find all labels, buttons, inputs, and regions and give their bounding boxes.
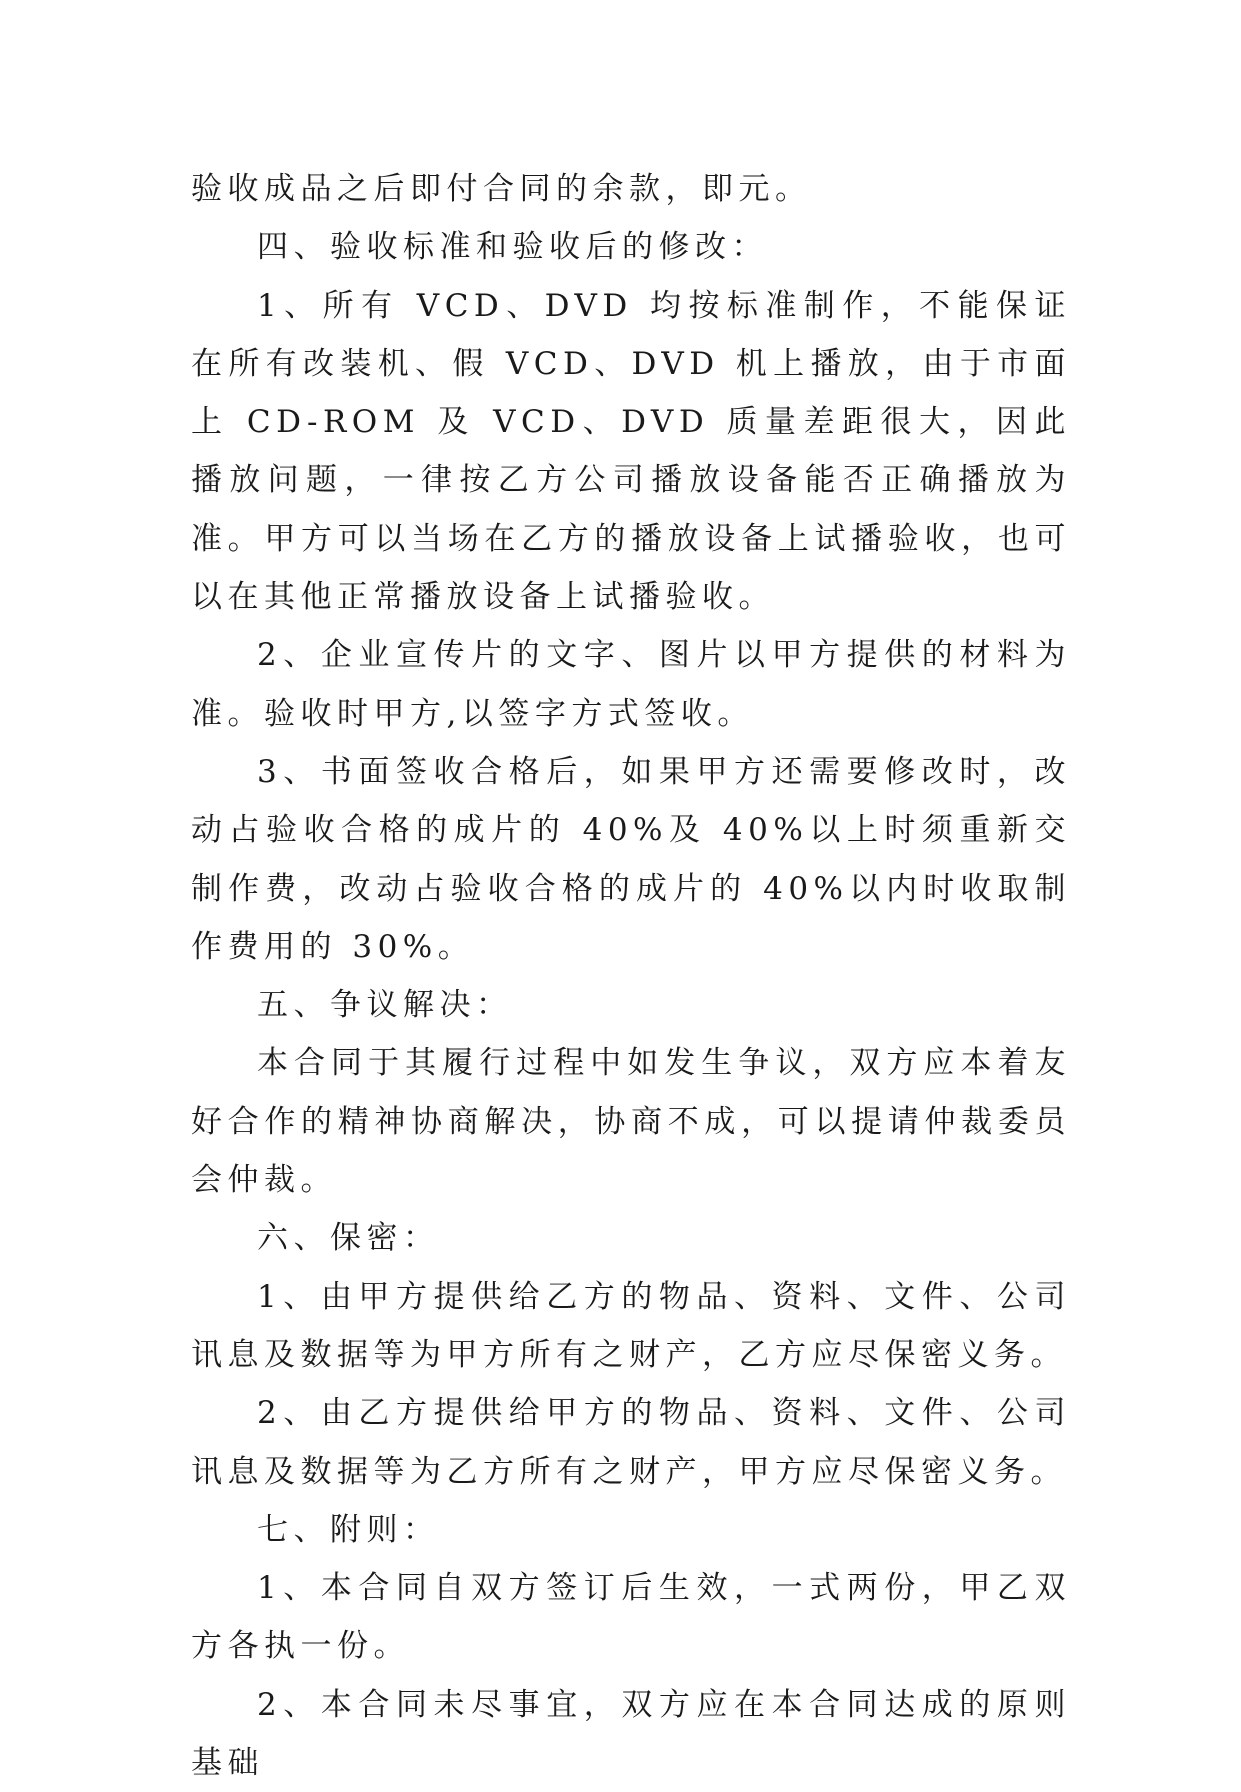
paragraph-acceptance-3: 3、书面签收合格后，如果甲方还需要修改时，改动占验收合格的成片的 40%及 40%以上时须重新交制作费，改动占验收合格的成片的 40%以内时收取制作费用的 30%。 — [191, 753, 1071, 965]
paragraph-payment-balance: 验收成品之后即付合同的余款，即元。 — [191, 171, 812, 207]
document-body — [191, 160, 1071, 1792]
section-heading-dispute: 五、争议解决： — [257, 987, 513, 1024]
paragraph-dispute: 本合同于其履行过程中如发生争议，双方应本着友好合作的精神协商解决，协商不成，可以提请仲裁委员会仲裁。 — [191, 1045, 1071, 1199]
section-heading-supplementary: 七、附则： — [257, 1511, 440, 1548]
section-heading-acceptance: 四、验收标准和验收后的修改： — [257, 229, 768, 266]
section-heading-confidentiality: 六、保密： — [257, 1220, 440, 1257]
paragraph-confidentiality-1: 1、由甲方提供给乙方的物品、资料、文件、公司讯息及数据等为甲方所有之财产，乙方应尽保密义务。 — [191, 1278, 1071, 1373]
paragraph-supplementary-2: 2、本合同未尽事宜，双方应在本合同达成的原则基础 — [191, 1686, 1071, 1782]
paragraph-acceptance-1: 1、所有 VCD、DVD 均按标准制作，不能保证在所有改装机、假 VCD、DVD 机上播放，由于市面上 CD-ROM 及 VCD、DVD 质量差距很大，因此播放问题，一律按乙方公司播放设备能否正确播放为准。甲方可以当场在乙方的播放设备上试播验收，也可以在其他正常播放设备上试播验收。 — [191, 287, 1071, 616]
paragraph-supplementary-1: 1、本合同自双方签订后生效，一式两份，甲乙双方各执一份。 — [191, 1570, 1071, 1665]
paragraph-acceptance-2: 2、企业宣传片的文字、图片以甲方提供的材料为准。验收时甲方,以签字方式签收。 — [191, 637, 1071, 732]
paragraph-confidentiality-2: 2、由乙方提供给甲方的物品、资料、文件、公司讯息及数据等为乙方所有之财产，甲方应尽保密义务。 — [191, 1395, 1071, 1490]
